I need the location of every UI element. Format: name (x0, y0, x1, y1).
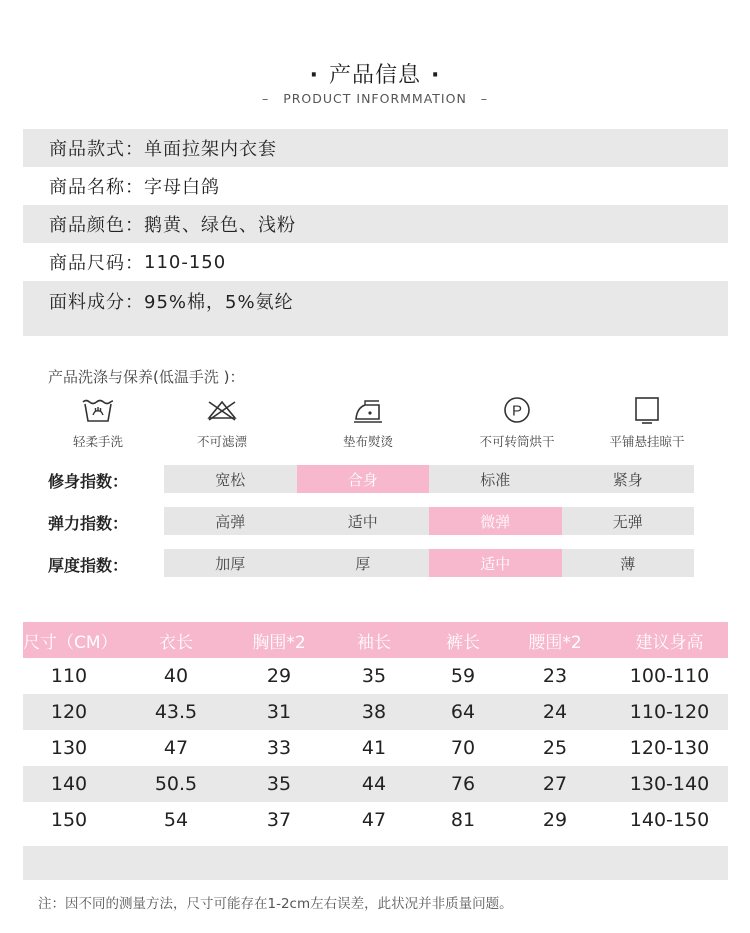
info-label: 商品尺码： (49, 253, 144, 274)
table-cell: 110-120 (629, 701, 710, 723)
elasticity-option: 高弹 (215, 512, 246, 531)
column-header: 衣长 (159, 632, 193, 653)
fit-index-bar (164, 465, 694, 493)
info-row-style (23, 129, 728, 167)
column-header: 胸围*2 (252, 632, 306, 653)
table-cell: 130-140 (629, 773, 710, 795)
table-cell: 35 (361, 665, 387, 687)
table-row (23, 658, 728, 694)
column-header: 尺寸（CM） (23, 632, 118, 653)
table-row (23, 730, 728, 766)
table-cell: 110 (50, 665, 88, 687)
care-label: 平铺悬挂晾干 (609, 434, 685, 449)
table-cell: 70 (450, 737, 476, 759)
table-cell: 120 (50, 701, 88, 723)
title-dot-right: · (431, 63, 441, 88)
table-cell: 100-110 (629, 665, 710, 687)
table-row (23, 802, 728, 838)
table-cell: 29 (266, 665, 292, 687)
thickness-option: 加厚 (215, 554, 246, 573)
column-header: 袖长 (357, 632, 391, 653)
table-cell: 40 (163, 665, 189, 687)
table-cell: 41 (361, 737, 387, 759)
info-row-name (23, 167, 728, 205)
fit-index-label: 修身指数： (48, 472, 129, 491)
table-cell: 81 (450, 809, 476, 831)
info-label: 商品款式： (49, 139, 144, 160)
table-cell: 33 (266, 737, 292, 759)
measurement-note: 注：因不同的测量方法，尺寸可能存在1-2cm左右误差，此状况并非质量问题。 (38, 896, 513, 912)
thickness-option-selected: 适中 (429, 549, 562, 577)
care-item-flat-dry (582, 396, 712, 450)
info-label: 面料成分： (49, 292, 144, 313)
care-label: 不可转筒烘干 (479, 434, 555, 449)
table-cell: 120-130 (629, 737, 710, 759)
info-value: 字母白鸽 (144, 177, 220, 198)
care-item-hand-wash (33, 396, 163, 450)
fit-option: 紧身 (612, 470, 643, 489)
no-bleach-icon (205, 396, 239, 424)
subtitle-text: PRODUCT INFORMMATION (283, 91, 467, 106)
svg-text:P: P (511, 402, 523, 420)
hand-wash-icon (81, 396, 115, 424)
info-label: 商品名称： (49, 177, 144, 198)
page-subtitle (0, 91, 750, 106)
table-cell: 50.5 (154, 773, 198, 795)
info-value: 110-150 (144, 251, 227, 273)
column-header: 腰围*2 (528, 632, 582, 653)
care-label: 垫布熨烫 (342, 434, 393, 449)
title-text: 产品信息 (328, 63, 421, 88)
table-cell: 76 (450, 773, 476, 795)
fit-option: 宽松 (215, 470, 246, 489)
page-title (0, 58, 750, 89)
thickness-index-bar (164, 549, 694, 577)
column-header: 裤长 (446, 632, 480, 653)
info-row-color (23, 205, 728, 243)
elasticity-option-selected: 微弹 (429, 507, 562, 535)
table-cell: 140-150 (629, 809, 710, 831)
info-value: 单面拉架内衣套 (144, 139, 277, 160)
care-item-iron (303, 396, 433, 450)
table-row (23, 694, 728, 730)
table-cell: 27 (542, 773, 568, 795)
care-label: 不可滤漂 (196, 434, 247, 449)
elasticity-option: 适中 (347, 512, 378, 531)
table-cell: 37 (266, 809, 292, 831)
thickness-option: 薄 (620, 554, 636, 573)
thickness-index-row (0, 549, 750, 577)
thickness-index-label: 厚度指数： (48, 556, 129, 575)
table-cell: 64 (450, 701, 476, 723)
info-value: 鹅黄、绿色、浅粉 (144, 215, 296, 236)
table-cell: 38 (361, 701, 387, 723)
fit-option: 标准 (480, 470, 511, 489)
size-table-header (23, 622, 728, 658)
care-item-no-tumble-dry (452, 396, 582, 450)
table-cell: 59 (450, 665, 476, 687)
table-cell: 24 (542, 701, 568, 723)
table-cell: 25 (542, 737, 568, 759)
elasticity-index-label: 弹力指数： (48, 514, 129, 533)
elasticity-option: 无弹 (612, 512, 643, 531)
elasticity-index-bar (164, 507, 694, 535)
table-cell: 47 (163, 737, 189, 759)
info-value: 95%棉，5%氨纶 (144, 292, 294, 313)
title-dot-left: · (309, 63, 319, 88)
product-info-list (23, 129, 728, 336)
care-label: 轻柔手洗 (72, 434, 123, 449)
table-cell: 44 (361, 773, 387, 795)
info-row-size (23, 243, 728, 281)
subtitle-dash-right: – (480, 91, 489, 106)
no-tumble-dry-icon (500, 396, 534, 424)
table-cell: 31 (266, 701, 292, 723)
flat-dry-icon (630, 396, 664, 424)
fit-index-row (0, 465, 750, 493)
elasticity-index-row (0, 507, 750, 535)
size-table-footer-band (23, 846, 728, 880)
size-table (23, 622, 728, 838)
table-cell: 35 (266, 773, 292, 795)
table-row (23, 766, 728, 802)
table-cell: 23 (542, 665, 568, 687)
column-header: 建议身高 (635, 632, 704, 653)
fit-option-selected: 合身 (297, 465, 430, 493)
care-item-no-bleach (157, 396, 287, 450)
iron-cloth-icon (351, 396, 385, 424)
table-cell: 47 (361, 809, 387, 831)
subtitle-dash-left: – (261, 91, 270, 106)
care-icons (0, 396, 750, 452)
table-cell: 29 (542, 809, 568, 831)
care-title: 产品洗涤与保养(低温手洗 )： (48, 368, 245, 386)
table-cell: 150 (50, 809, 88, 831)
table-cell: 43.5 (154, 701, 198, 723)
table-cell: 54 (163, 809, 189, 831)
info-label: 商品颜色： (49, 215, 144, 236)
info-row-material (23, 281, 728, 336)
table-cell: 140 (50, 773, 88, 795)
table-cell: 130 (50, 737, 88, 759)
thickness-option: 厚 (355, 554, 371, 573)
